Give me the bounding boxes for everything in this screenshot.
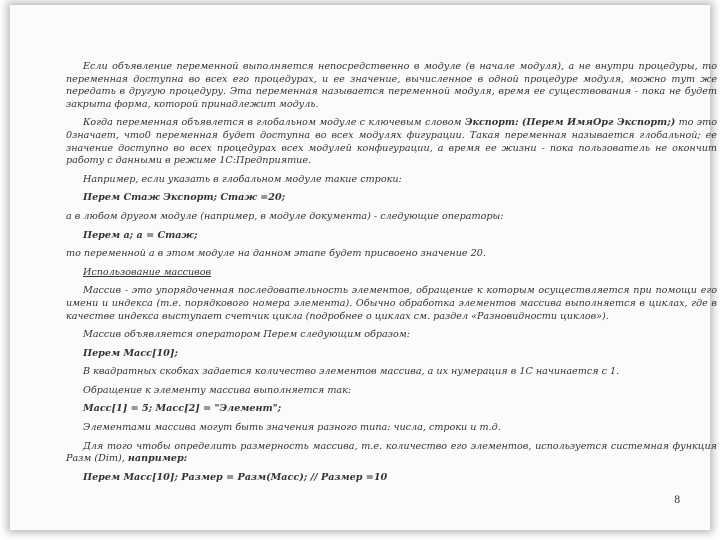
paragraph-example-intro: Например, если указать в глобальном модуле такие строки: <box>83 173 402 185</box>
paragraph-text: Для того чтобы определить размерность массива, т.е. количество его элементов, используется системная функция Разм (Dim), <box>66 440 717 465</box>
code-snippet: (Перем ИмяОрг Экспорт;) <box>521 117 676 129</box>
code-line-global: Перем Стаж Экспорт; Стаж =20; <box>83 192 286 204</box>
document-page <box>10 5 718 530</box>
section-heading-arrays: Использование массивов <box>83 266 212 278</box>
paragraph-assign-result: то переменной а в этом модуле на данном этапе будет присвоено значение 20. <box>66 248 486 260</box>
paragraph-array-declare: Массив объявляется оператором Перем следующим образом: <box>83 329 410 341</box>
paragraph-brackets: В квадратных скобках задается количество элементов массива, а их нумерация в 1С начинается с 1. <box>83 366 620 378</box>
code-line-elements: Масс[1] = 5; Масс[2] = "Элемент"; <box>83 403 282 415</box>
code-line-size: Перем Масс[10]; Размер = Разм(Масс); // Размер =10 <box>83 471 388 483</box>
code-line-declare: Перем Масс[10]; <box>83 347 178 359</box>
paragraph-text: то это 0значает, что0 переменная будет доступна во всех модулях фигурации. Такая переменная называется глобальной; ее значение доступно во всех процедурах всех модулей конфигурации, а время ее жизни - пока пользователь не окончит работу с данными в режиме 1С:Предприятие. <box>66 117 718 167</box>
code-line-assign: Перем а; а = Стаж; <box>83 229 198 241</box>
paragraph-array-definition: Массив - это упорядоченная последовательность элементов, обращение к которым осуществляется при помощи его имени и индекса (т.е. порядкового номера элемента). Обычно обработка элементов массива выполняется в циклах, где в качестве индекса выступает счетчик цикла (подробнее о циклах см. раздел «Разновидности циклов»). <box>66 285 717 322</box>
paragraph-other-module: а в любом другом модуле (например, в модуле документа) - следующие операторы: <box>66 210 504 222</box>
paragraph-dimension <box>66 441 717 466</box>
paragraph-module-variable: Если объявление переменной выполняется непосредственно в модуле (в начале модуля), а не внутри процедуры, то переменная доступна во всех его процедурах, и ее значение, вычисленное в одной процедуре модуля, можно тут же передать в другую процедуру. Эта переменная называется переменной модуля, время ее существования - пока не будет закрыта форма, которой принадлежит модуль. <box>66 61 717 110</box>
page-number: 8 <box>674 495 681 506</box>
export-keyword: Экспорт: <box>464 117 519 129</box>
paragraph-element-access: Обращение к элементу массива выполняется так: <box>83 384 352 396</box>
document-body <box>66 61 717 484</box>
paragraph-element-types: Элементами массива могут быть значения разного типа: числа, строки и т.д. <box>83 422 501 434</box>
paragraph-emphasis: например: <box>127 453 188 465</box>
paragraph-global-variable <box>66 117 717 167</box>
paragraph-text: Когда переменная объявлется в глобальном модуле с ключевым словом <box>83 117 465 129</box>
